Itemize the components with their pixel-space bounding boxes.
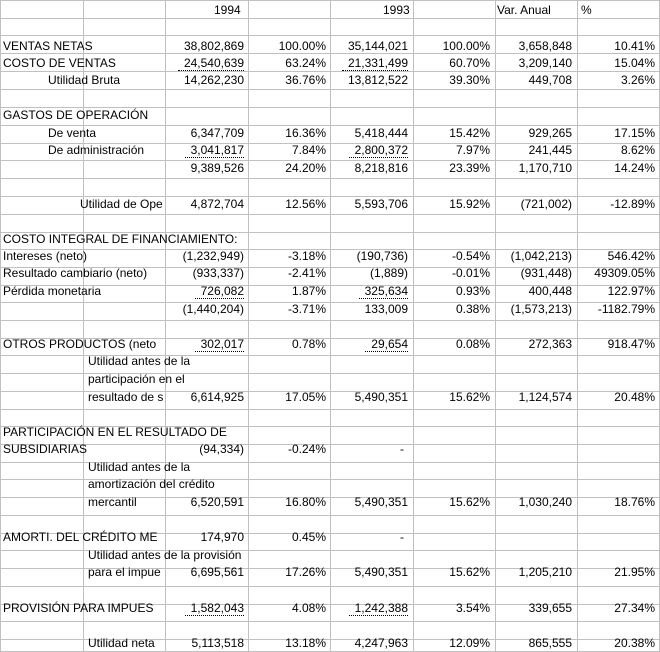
cell-var: (721,002) <box>520 197 572 211</box>
cell-var: 272,363 <box>528 337 572 351</box>
cell-var: (1,573,213) <box>510 302 572 316</box>
cell-p94: -3.71% <box>287 302 326 316</box>
grid-col-line <box>83 0 84 652</box>
cell-v94: (933,337) <box>192 266 244 280</box>
cell-p94: 17.26% <box>285 565 326 579</box>
header-1993: 1993 <box>383 3 410 17</box>
cell-pv: 10.41% <box>614 39 655 53</box>
cell-v94: (1,232,949) <box>182 249 244 263</box>
header-1994: 1994 <box>214 3 241 17</box>
header-var-anual: Var. Anual <box>497 3 551 17</box>
label-utilidad-antes-prov-2: para el impue <box>88 565 161 579</box>
cell-p93: -0.54% <box>451 249 490 263</box>
label-utilidad-antes-particip-3: resultado de s <box>88 390 164 404</box>
cell-v94: 24,540,639 <box>178 55 244 72</box>
label-de-venta: De venta <box>48 126 97 140</box>
label-utilidad-antes-prov-1: Utilidad antes de la provisión <box>88 548 242 562</box>
cell-var: 241,445 <box>528 143 572 157</box>
cell-pv: 18.76% <box>614 495 655 509</box>
cell-v94: 1,582,043 <box>185 600 244 617</box>
label-utilidad-antes-amort-2: amortización del crédito <box>88 477 215 491</box>
cell-v93: 2,800,372 <box>349 142 408 159</box>
grid-col-line <box>577 0 578 652</box>
cell-v94: 4,872,704 <box>190 197 244 211</box>
cell-v93: 35,144,021 <box>347 39 408 53</box>
cell-p94: 13.18% <box>285 636 326 650</box>
label-utilidad-bruta: Utilidad Bruta <box>48 73 121 87</box>
cell-pv: 546.42% <box>607 249 655 263</box>
cell-var: 400,448 <box>528 284 572 298</box>
label-utilidad-antes-amort-3: mercantil <box>88 495 137 509</box>
label-amortizacion: AMORTI. DEL CRÉDITO ME <box>3 530 158 544</box>
cell-var: 1,124,574 <box>518 390 572 404</box>
cell-var: 3,209,140 <box>518 56 572 70</box>
cell-pv: 20.38% <box>614 636 655 650</box>
cell-var: 339,655 <box>528 601 572 615</box>
grid-col-line <box>330 0 331 652</box>
cell-v93: 1,242,388 <box>349 600 408 617</box>
cell-var: 929,265 <box>528 126 572 140</box>
cell-p94: 16.36% <box>285 126 326 140</box>
grid-col-line <box>248 0 249 652</box>
cell-v94: 38,802,869 <box>183 39 244 53</box>
header-percent: % <box>581 3 592 17</box>
cell-var: 1,205,210 <box>518 565 572 579</box>
cell-v93: 13,812,522 <box>347 73 408 87</box>
cell-var: 3,658,848 <box>518 39 572 53</box>
cell-pv: -12.89% <box>610 197 655 211</box>
cell-pv: 27.34% <box>614 601 655 615</box>
cell-p94: 16.80% <box>285 495 326 509</box>
cell-var: 1,030,240 <box>518 495 572 509</box>
cell-pv: 21.95% <box>614 565 655 579</box>
cell-v93: 5,490,351 <box>354 495 408 509</box>
cell-p93: 12.09% <box>449 636 490 650</box>
label-participacion-2: SUBSIDIARIAS <box>3 442 88 456</box>
cell-p93: 15.62% <box>449 390 490 404</box>
cell-p94: 17.05% <box>285 390 326 404</box>
cell-p93: 23.39% <box>449 161 490 175</box>
cell-pv: 17.15% <box>614 126 655 140</box>
cell-v93: 29,654 <box>365 336 408 353</box>
cell-p94: 100.00% <box>278 39 326 53</box>
label-utilidad-operacion: Utilidad de Ope <box>80 197 163 211</box>
cell-v94: 302,017 <box>195 336 244 353</box>
cell-p93: 0.38% <box>455 302 490 316</box>
cell-v94: 5,113,518 <box>191 636 244 650</box>
cell-p93: 60.70% <box>449 56 490 70</box>
cell-p94: 0.45% <box>291 530 326 544</box>
label-utilidad-antes-amort-1: Utilidad antes de la <box>88 460 191 474</box>
label-utilidad-antes-particip-1: Utilidad antes de la <box>88 354 191 368</box>
cell-pv: 14.24% <box>614 161 655 175</box>
cell-p93: 39.30% <box>449 73 490 87</box>
cell-p94: 24.20% <box>285 161 326 175</box>
cell-v93: - <box>400 530 404 544</box>
cell-p93: 15.62% <box>449 495 490 509</box>
cell-var: (1,042,213) <box>510 249 572 263</box>
cell-v94: 726,082 <box>195 283 244 300</box>
cell-pv: 8.62% <box>620 143 655 157</box>
label-costo-ventas: COSTO DE VENTAS <box>3 56 116 70</box>
cell-p94: -3.18% <box>287 249 326 263</box>
label-participacion-1: PARTICIPACIÓN EN EL RESULTADO DE <box>3 425 227 439</box>
cell-p93: 15.42% <box>449 126 490 140</box>
cell-v94: 6,520,591 <box>190 495 244 509</box>
cell-v93: (1,889) <box>369 266 408 280</box>
cell-pv: 15.04% <box>614 56 655 70</box>
cell-var: 1,170,710 <box>518 161 572 175</box>
label-de-administracion: De administración <box>48 143 145 157</box>
cell-pv: 3.26% <box>620 73 655 87</box>
label-intereses: Intereses (neto) <box>3 249 88 263</box>
cell-p93: 0.93% <box>455 284 490 298</box>
cell-var: 865,555 <box>528 636 572 650</box>
cell-v94: 3,041,817 <box>185 142 244 159</box>
cell-p94: 7.84% <box>291 143 326 157</box>
cell-p94: 36.76% <box>285 73 326 87</box>
cell-p94: 4.08% <box>291 601 326 615</box>
cell-v93: 5,490,351 <box>354 390 408 404</box>
cell-v94: 9,389,526 <box>190 161 244 175</box>
label-provision-impuestos: PROVISIÓN PARA IMPUES <box>3 601 154 615</box>
cell-var: (931,448) <box>520 266 572 280</box>
cell-v93: 4,247,963 <box>354 636 408 650</box>
cell-p94: -2.41% <box>287 266 326 280</box>
cell-v93: 8,218,816 <box>354 161 408 175</box>
cell-var: 449,708 <box>528 73 572 87</box>
label-utilidad-neta: Utilidad neta <box>88 636 155 650</box>
cell-v93: 21,331,499 <box>342 55 408 72</box>
label-costo-integral: COSTO INTEGRAL DE FINANCIAMIENTO: <box>3 232 238 246</box>
cell-pv: -1182.79% <box>597 302 655 316</box>
cell-v94: 14,262,230 <box>183 73 244 87</box>
cell-v94: 6,347,709 <box>190 126 244 140</box>
cell-pv: 20.48% <box>614 390 655 404</box>
cell-p94: 63.24% <box>285 56 326 70</box>
cell-pv: 122.97% <box>607 284 655 298</box>
cell-v93: 5,593,706 <box>354 197 408 211</box>
label-perdida-monetaria: Pérdida monetaria <box>3 284 102 298</box>
cell-p93: 15.92% <box>449 197 490 211</box>
cell-v93: 325,634 <box>359 283 408 300</box>
cell-p94: 0.78% <box>291 337 326 351</box>
cell-p94: -0.24% <box>287 442 326 456</box>
grid-col-line <box>495 0 496 652</box>
cell-v93: 5,490,351 <box>354 565 408 579</box>
label-resultado-cambiario: Resultado cambiario (neto) <box>3 266 148 280</box>
cell-p93: 15.62% <box>449 565 490 579</box>
cell-v93: (190,736) <box>356 249 408 263</box>
cell-v93: 133,009 <box>364 302 408 316</box>
label-gastos-operacion: GASTOS DE OPERACIÓN <box>3 108 149 122</box>
cell-p93: 7.97% <box>455 143 490 157</box>
cell-v94: 174,970 <box>200 530 244 544</box>
cell-v94: (94,334) <box>199 442 244 456</box>
label-ventas-netas: VENTAS NETAS <box>3 39 93 53</box>
cell-v94: 6,695,561 <box>190 565 244 579</box>
grid-col-line <box>0 0 1 652</box>
cell-v94: (1,440,204) <box>182 302 244 316</box>
cell-p93: 0.08% <box>455 337 490 351</box>
cell-pv: 918.47% <box>607 337 655 351</box>
cell-p94: 1.87% <box>291 284 326 298</box>
cell-v93: - <box>400 442 404 456</box>
cell-p93: -0.01% <box>451 266 490 280</box>
cell-p93: 3.54% <box>455 601 490 615</box>
cell-pv: 49309.05% <box>594 266 655 280</box>
label-otros-productos: OTROS PRODUCTOS (neto <box>3 337 157 351</box>
cell-v93: 5,418,444 <box>354 126 408 140</box>
cell-p94: 12.56% <box>285 197 326 211</box>
label-utilidad-antes-particip-2: participación en el <box>88 372 185 386</box>
grid-col-line <box>413 0 414 652</box>
cell-p93: 100.00% <box>442 39 490 53</box>
cell-v94: 6,614,925 <box>190 390 244 404</box>
